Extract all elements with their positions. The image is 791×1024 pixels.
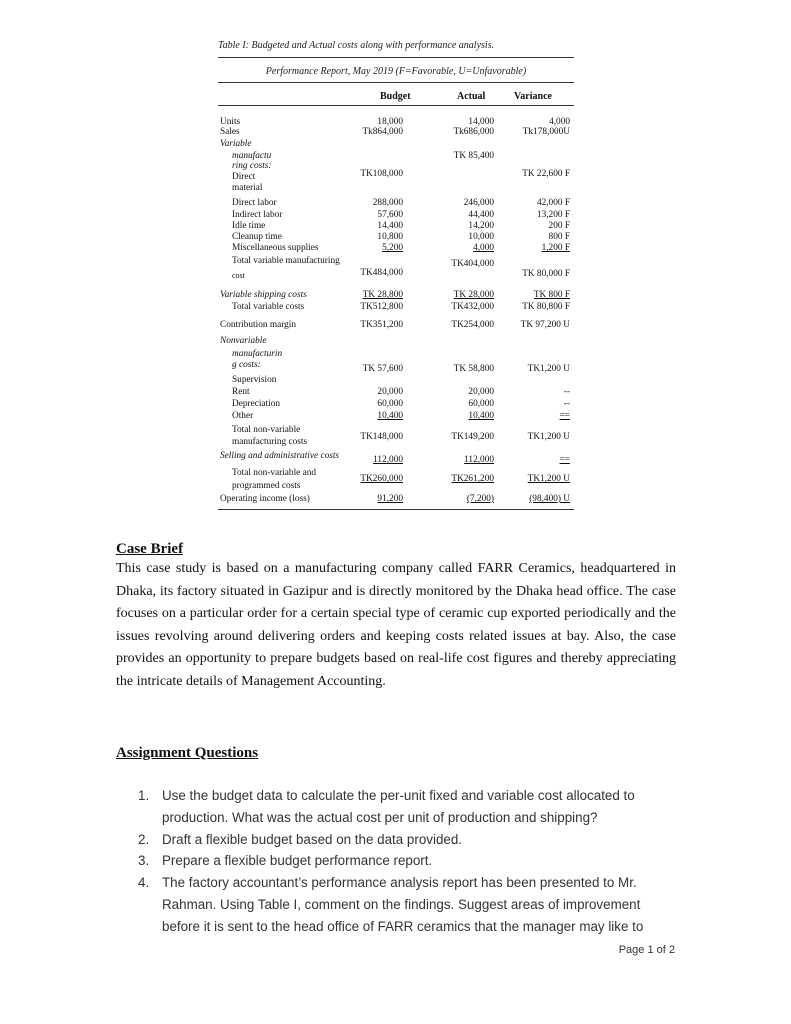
actual-value: Tk686,000 (453, 127, 494, 137)
row-label: Selling and administrative costs (220, 451, 340, 461)
row-label: Supervision (232, 375, 277, 385)
question-number: 1. (138, 788, 150, 803)
budget-value: TK 28,800 (362, 290, 403, 300)
variance-value: (98,400) U (529, 494, 570, 504)
variance-value: -- (563, 387, 570, 397)
row-label: Variable shipping costs (220, 290, 307, 300)
row-label: manufactu (232, 151, 272, 161)
budget-value: 14,400 (377, 221, 403, 231)
budget-value: 91,200 (377, 494, 403, 504)
question-item (138, 785, 678, 829)
row-label: Total variable costs (232, 302, 305, 312)
row-label: Rent (232, 387, 250, 397)
actual-value: TK404,000 (451, 259, 494, 269)
actual-value: 44,400 (468, 210, 494, 220)
variance-value: TK 80,800 F (522, 302, 570, 312)
budget-value: 10,400 (377, 411, 403, 421)
row-label: Contribution margin (220, 320, 297, 330)
variance-value: 1,200 F (541, 243, 570, 253)
actual-value: 20,000 (468, 387, 494, 397)
question-text: The factory accountant’s performance analysis report has been presented to Mr. Rahman. Using Table I, comment on the findings. Suggest areas of improvement before it is sent to the head office of FARR ceramics that the manager may like to (162, 875, 644, 934)
variance-value: TK 97,200 U (520, 320, 570, 330)
row-label: Units (220, 117, 241, 127)
row-label: g costs: (232, 360, 261, 370)
variance-value: == (559, 455, 570, 465)
row-label: Indirect labor (232, 210, 283, 220)
budget-value: 5,200 (382, 243, 403, 253)
variance-value: -- (563, 399, 570, 409)
row-label: Variable (220, 139, 252, 149)
budget-value: 20,000 (377, 387, 403, 397)
variance-value: TK1,200 U (527, 364, 570, 374)
row-label: programmed costs (232, 481, 301, 491)
variance-value: 42,000 F (536, 198, 570, 208)
row-label: Total non-variable (232, 425, 301, 435)
actual-value: TK432,000 (451, 302, 494, 312)
header-actual: Actual (457, 91, 486, 102)
row-label: manufacturing costs (232, 437, 308, 447)
variance-value: 4,000 (549, 117, 570, 127)
row-label: ring costs: (232, 161, 272, 171)
header-budget: Budget (380, 91, 411, 102)
budget-value: TK484,000 (360, 268, 403, 278)
budget-value: TK 57,600 (362, 364, 403, 374)
assignment-title: Assignment Questions (116, 745, 259, 761)
question-text: Use the budget data to calculate the per-unit fixed and variable cost allocated to production. What was the actual cost per unit of production and shipping? (162, 788, 635, 825)
variance-value: TK1,200 U (527, 432, 570, 442)
actual-value: TK 58,800 (453, 364, 494, 374)
variance-value: TK 80,000 F (522, 269, 570, 279)
actual-value: TK261,200 (451, 474, 494, 484)
variance-value: TK 800 F (533, 290, 570, 300)
row-label: Sales (220, 127, 240, 137)
actual-value: 14,200 (468, 221, 494, 231)
row-label: Cleanup time (232, 232, 282, 242)
row-label: Idle time (232, 221, 266, 231)
actual-value: 4,000 (473, 243, 494, 253)
budget-value: 112,000 (373, 455, 403, 465)
budget-value: 18,000 (377, 117, 403, 127)
row-label: Operating income (loss) (220, 494, 310, 504)
question-item (138, 850, 678, 872)
row-label: Direct labor (232, 198, 277, 208)
case-brief-text: This case study is based on a manufacturing company called FARR Ceramics, headquartered in Dhaka, its factory situated in Gazipur and is directly monitored by the Dhaka head office. The case focuses on a particular order for a certain special type of ceramic cup exported periodically and the issues revolving around delivering orders and keeping costs related issues at bay. Also, the case provides an opportunity to prepare budgets based on real-life cost figures and thereby appreciating the intricate details of Management Accounting. (116, 561, 676, 689)
question-number: 2. (138, 831, 150, 847)
actual-value: TK254,000 (451, 320, 494, 330)
variance-value: Tk178,000U (522, 127, 570, 137)
actual-value: 112,000 (464, 455, 494, 465)
case-brief-title: Case Brief (116, 541, 184, 557)
budget-value: 57,600 (377, 210, 403, 220)
row-label: material (232, 183, 263, 193)
budget-value: 288,000 (372, 198, 403, 208)
actual-value: 10,000 (468, 232, 494, 242)
variance-value: 200 F (548, 221, 570, 231)
page-number: Page 1 of 2 (618, 944, 675, 956)
actual-value: TK 28,000 (453, 290, 494, 300)
budget-value: Tk864,000 (362, 127, 403, 137)
assignment-questions (138, 785, 678, 938)
actual-value: TK149,200 (451, 432, 494, 442)
budget-value: TK260,000 (360, 474, 403, 484)
row-label: Depreciation (232, 399, 281, 409)
actual-value: 14,000 (468, 117, 494, 127)
header-variance: Variance (514, 91, 552, 102)
row-label: Other (232, 411, 254, 421)
variance-value: TK 22,600 F (522, 169, 570, 179)
question-item (138, 829, 678, 851)
question-number: 3. (138, 853, 150, 869)
row-label: Total variable manufacturing (232, 256, 340, 266)
actual-value: 60,000 (468, 399, 494, 409)
budget-value: TK351,200 (360, 320, 403, 330)
row-label: Nonvariable (220, 336, 267, 346)
row-label: cost (232, 271, 245, 280)
actual-value: 246,000 (463, 198, 494, 208)
row-label: manufacturin (232, 349, 283, 359)
report-title: Performance Report, May 2019 (F=Favorable, U=Unfavorable) (265, 66, 527, 77)
question-text: Draft a flexible budget based on the data provided. (162, 831, 463, 847)
question-item (138, 872, 678, 937)
actual-value: 10,400 (468, 411, 494, 421)
budget-value: 60,000 (377, 399, 403, 409)
variance-value: == (559, 411, 570, 421)
row-label: Direct (232, 172, 256, 182)
row-label: Total non-variable and (232, 468, 317, 478)
actual-value: (7,200) (466, 494, 494, 504)
variance-value: 13,200 F (536, 210, 570, 220)
question-text: Prepare a flexible budget performance report. (162, 853, 433, 869)
budget-value: 10,800 (377, 232, 403, 242)
budget-value: TK512,800 (360, 302, 403, 312)
row-label: Miscellaneous supplies (232, 243, 319, 253)
variance-value: 800 F (548, 232, 570, 242)
question-number: 4. (138, 875, 150, 891)
table-caption: Table I: Budgeted and Actual costs along with performance analysis. (218, 40, 495, 51)
budget-value: TK148,000 (360, 432, 403, 442)
budget-value: TK108,000 (360, 169, 403, 179)
actual-value: TK 85,400 (453, 151, 494, 161)
table-rule-bottom (218, 509, 574, 510)
variance-value: TK1,200 U (527, 474, 570, 484)
